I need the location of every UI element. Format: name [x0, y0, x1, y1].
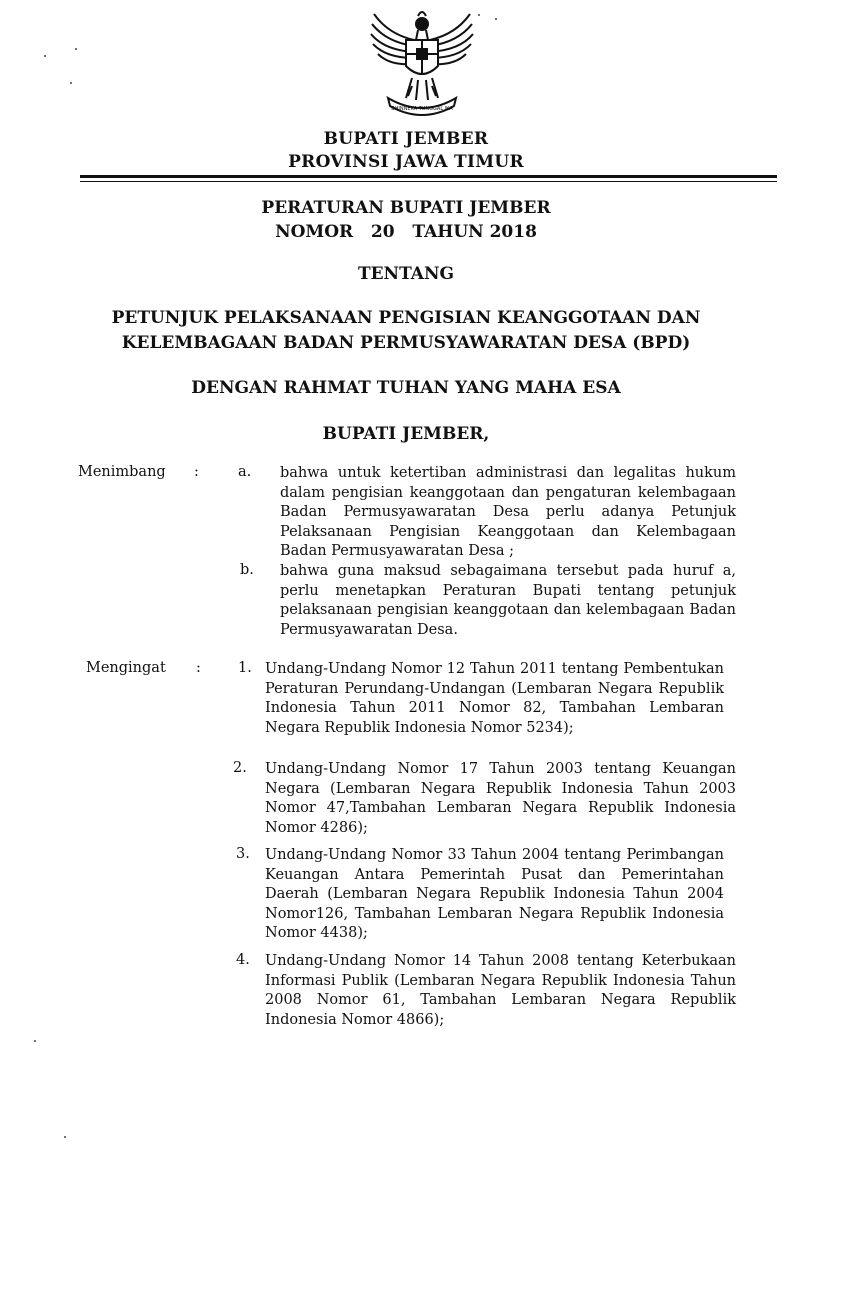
regulation-subject [0, 306, 812, 356]
remembering-item-text: Undang-Undang Nomor 33 Tahun 2004 tentang Perimbangan Keuangan Antara Pemerintah Pusat dan Pemerintahan Daerah (Lembaran Negara Republik Indonesia Tahun 2004 Nomor126, Tambahan Lembaran Negara Republik Indonesia Nomor 4438); [265, 847, 724, 942]
remembering-item-marker: 2. [233, 760, 247, 776]
svg-text:BHINNEKA TUNGGAL IKA: BHINNEKA TUNGGAL IKA [391, 106, 453, 112]
regulation-subject-line-1: PETUNJUK PELAKSANAAN PENGISIAN KEANGGOTAAN DAN [111, 308, 701, 328]
scan-speck [478, 14, 480, 16]
garuda-pancasila-emblem-icon [368, 6, 476, 118]
remembering-item-marker: 4. [236, 952, 250, 968]
remembering-item-marker: 1. [238, 660, 252, 676]
grace-heading: DENGAN RAHMAT TUHAN YANG MAHA ESA [191, 378, 621, 398]
about-heading: TENTANG [357, 264, 455, 284]
scan-speck [495, 18, 497, 20]
scan-speck [64, 1136, 66, 1138]
remembering-colon: : [196, 660, 201, 676]
issuer-heading: BUPATI JEMBER, [322, 424, 490, 444]
regulation-title-line-1: PERATURAN BUPATI JEMBER [261, 198, 551, 218]
considering-colon: : [194, 464, 199, 480]
scan-speck [34, 1040, 36, 1042]
remembering-item-text: Undang-Undang Nomor 17 Tahun 2003 tentang Keuangan Negara (Lembaran Negara Republik Indonesia Tahun 2003 Nomor 47,Tambahan Lembaran Negara Republik Indonesia Nomor 4286); [265, 761, 736, 836]
scan-speck [70, 82, 72, 84]
office-line-1: BUPATI JEMBER [323, 129, 489, 149]
remembering-item-text: Undang-Undang Nomor 14 Tahun 2008 tentang Keterbukaan Informasi Publik (Lembaran Negara Republik Indonesia Tahun 2008 Nomor 61, Tambahan Lembaran Negara Republik Indonesia Nomor 4866); [265, 953, 736, 1028]
header-rule-thick [80, 175, 777, 178]
header-rule-thin [80, 181, 777, 182]
office-line-2: PROVINSI JAWA TIMUR [288, 152, 524, 172]
office-heading [0, 128, 812, 174]
scan-speck [75, 48, 77, 50]
remembering-item-text: Undang-Undang Nomor 12 Tahun 2011 tentang Pembentukan Peraturan Perundang-Undangan (Lembaran Negara Republik Indonesia Tahun 2011 Nomor 82, Tambahan Lembaran Negara Republik Indonesia Nomor 5234); [265, 661, 724, 736]
considering-item-marker: b. [240, 562, 254, 578]
remembering-item-marker: 3. [236, 846, 250, 862]
considering-label: Menimbang [78, 464, 166, 480]
regulation-subject-line-2: KELEMBAGAAN BADAN PERMUSYAWARATAN DESA (BPD) [121, 333, 691, 353]
considering-item-text: bahwa guna maksud sebagaimana tersebut pada huruf a, perlu menetapkan Peraturan Bupati tentang petunjuk pelaksanaan pengisian keanggotaan dan kelembagaan Badan Permusyawaratan Desa. [280, 563, 736, 638]
regulation-title [0, 196, 812, 244]
remembering-label: Mengingat [86, 660, 166, 676]
considering-item-text: bahwa untuk ketertiban administrasi dan legalitas hukum dalam pengisian keanggotaan dan pengaturan kelembagaan Badan Permusyawaratan Desa perlu adanya Petunjuk Pelaksanaan Pengisian Keanggotaan dan Kelembagaan Badan Permusyawaratan Desa ; [280, 465, 736, 560]
considering-item-marker: a. [238, 464, 252, 480]
regulation-title-line-2: NOMOR 20 TAHUN 2018 [275, 222, 537, 242]
scan-speck [44, 55, 46, 57]
